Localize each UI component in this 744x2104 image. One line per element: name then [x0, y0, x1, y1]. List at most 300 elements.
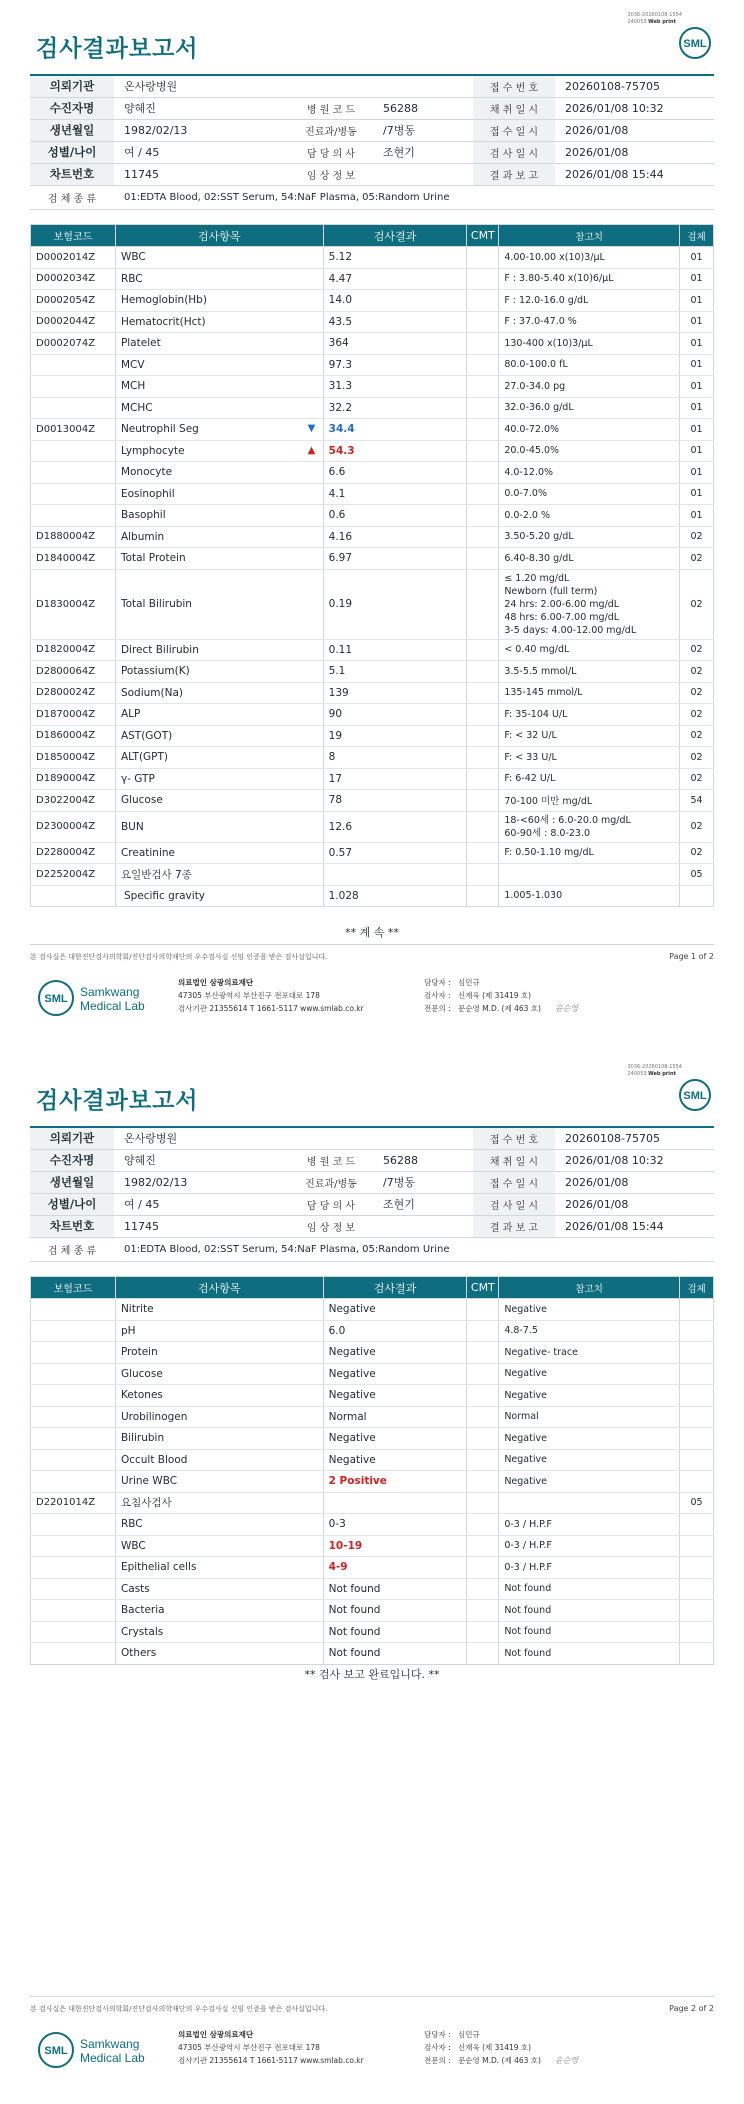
test-result: 19: [323, 725, 467, 747]
test-result: 6.6: [323, 462, 467, 484]
comment: [467, 682, 499, 704]
specimen-code: 02: [680, 639, 714, 661]
label: 검 사 일 시: [473, 141, 555, 163]
report-title: 검사결과보고서: [36, 36, 199, 62]
print-code: 3036-20260108-1554 240053 Web print: [627, 1064, 682, 1077]
specimen-code: 01: [680, 462, 714, 484]
specimen-code: 01: [680, 333, 714, 355]
test-result: Negative: [323, 1428, 467, 1450]
insurance-code: D0002044Z: [31, 311, 116, 333]
test-item: RBC: [115, 1514, 323, 1536]
comment: [467, 1557, 499, 1579]
reference-range: 4.0-12.0%: [499, 462, 680, 484]
test-item: ALP: [115, 704, 323, 726]
insurance-code: [31, 1535, 116, 1557]
reference-range: 0-3 / H.P.F: [499, 1514, 680, 1536]
label: 병 원 코 드: [289, 1149, 373, 1171]
specimen-code: 01: [680, 483, 714, 505]
footnote: 본 검사실은 대한진단검사의학회/진단검사의학재단의 우수검사실 신임 인증을 받은 검사실입니다.: [30, 2005, 328, 2013]
insurance-code: [31, 1557, 116, 1579]
reference-line: ≤ 1.20 mg/dL: [504, 572, 570, 584]
specimen-code: 01: [680, 354, 714, 376]
label: 채 취 일 시: [473, 97, 555, 119]
insurance-code: D1860004Z: [31, 725, 116, 747]
reference-range: 4.8-7.5: [499, 1320, 680, 1342]
report-page-2: [0, 1052, 744, 2104]
patient-value: 양혜진: [114, 1149, 289, 1171]
table-row: [31, 885, 714, 907]
insurance-code: [31, 440, 116, 462]
specimen-code: [680, 1578, 714, 1600]
col-header: 검사결과: [323, 1277, 467, 1299]
test-result: 4.1: [323, 483, 467, 505]
table-row: [31, 462, 714, 484]
test-item: pH: [115, 1320, 323, 1342]
test-item: ALT(GPT): [115, 747, 323, 769]
arrow-down-icon: ▼: [307, 423, 316, 435]
patient-value: 양혜진: [114, 97, 289, 119]
reference-range: F : 3.80-5.40 x(10)6/μL: [499, 268, 680, 290]
reference-range: Negative: [499, 1449, 680, 1471]
label: 의뢰기관: [30, 1127, 114, 1149]
sml-logo-icon: [678, 26, 712, 60]
col-header: 참고치: [499, 225, 680, 247]
label: 차트번호: [30, 163, 114, 185]
table-row: [31, 768, 714, 790]
insurance-code: D0002014Z: [31, 247, 116, 269]
insurance-code: D1850004Z: [31, 747, 116, 769]
table-row: [31, 747, 714, 769]
label: 검 사 일 시: [473, 1193, 555, 1215]
comment: [467, 483, 499, 505]
test-item: WBC: [115, 247, 323, 269]
insurance-code: [31, 1578, 116, 1600]
dept-value: /7병동: [373, 1171, 473, 1193]
test-result: 43.5: [323, 311, 467, 333]
org-info: 의료법인 삼광의료재단 47305 부산광역시 부산진구 전포대로 178 검사기관 21355614 T 1661-5117 www.smlab.co.kr: [178, 978, 364, 1013]
label: 담 당 의 사: [289, 141, 373, 163]
specimen-code: 01: [680, 290, 714, 312]
insurance-code: [31, 354, 116, 376]
table-row: [31, 1342, 714, 1364]
comment: [467, 548, 499, 570]
test-item: Specific gravity: [115, 885, 323, 907]
specimen-code: [680, 1428, 714, 1450]
insurance-code: [31, 1428, 116, 1450]
reference-range: 80.0-100.0 fL: [499, 354, 680, 376]
test-result: Negative: [323, 1299, 467, 1321]
comment: [467, 885, 499, 907]
reference-range: 130-400 x(10)3/μL: [499, 333, 680, 355]
page-number: Page 2 of 2: [669, 2004, 714, 2013]
comment: [467, 1471, 499, 1493]
hospital-code-value: 56288: [373, 1149, 473, 1171]
table-row: [31, 1320, 714, 1342]
table-row: [31, 268, 714, 290]
test-item: 요침사검사: [115, 1492, 323, 1514]
test-item: Monocyte: [115, 462, 323, 484]
label: 성별/나이: [30, 1193, 114, 1215]
test-item: γ- GTP: [115, 768, 323, 790]
col-header: 검체: [680, 1277, 714, 1299]
reference-range: [499, 864, 680, 886]
test-item: Ketones: [115, 1385, 323, 1407]
label: 검 체 종 류: [30, 185, 114, 209]
label: 수진자명: [30, 97, 114, 119]
comment: [467, 1600, 499, 1622]
specimen-code: 54: [680, 790, 714, 812]
test-item: Sodium(Na): [115, 682, 323, 704]
samkwang-logo-icon: [36, 2028, 166, 2072]
specimen-code: 02: [680, 682, 714, 704]
hospital-code-value: 56288: [373, 97, 473, 119]
label: 진료과/병동: [289, 119, 373, 141]
specimen-code: 02: [680, 842, 714, 864]
label: 채 취 일 시: [473, 1149, 555, 1171]
insurance-code: D0002054Z: [31, 290, 116, 312]
test-date-value: 2026/01/08: [555, 1193, 714, 1215]
insurance-code: [31, 1385, 116, 1407]
comment: [467, 526, 499, 548]
specimen-code: [680, 1449, 714, 1471]
test-result: [323, 1557, 467, 1579]
reference-range: F: 6-42 U/L: [499, 768, 680, 790]
test-item: Eosinophil: [115, 483, 323, 505]
specimen-value: 01:EDTA Blood, 02:SST Serum, 54:NaF Plasma, 05:Random Urine: [114, 1237, 714, 1261]
reference-range: Not found: [499, 1600, 680, 1622]
page-number: Page 1 of 2: [669, 952, 714, 961]
insurance-code: [31, 1643, 116, 1665]
test-item: Basophil: [115, 505, 323, 527]
specimen-code: 01: [680, 268, 714, 290]
reference-line: 18-<60세 : 6.0-20.0 mg/dL: [504, 814, 631, 826]
reference-range: F: 35-104 U/L: [499, 704, 680, 726]
test-item: MCHC: [115, 397, 323, 419]
test-result: Negative: [323, 1342, 467, 1364]
comment: [467, 1428, 499, 1450]
table-row: [31, 311, 714, 333]
report-title: 검사결과보고서: [36, 1088, 199, 1114]
test-result: Negative: [323, 1449, 467, 1471]
comment: [467, 1492, 499, 1514]
signature: 윤순영: [554, 2056, 579, 2065]
svg-text:SML: SML: [683, 1090, 707, 1102]
reference-range: 1.005-1.030: [499, 885, 680, 907]
test-item: Occult Blood: [115, 1449, 323, 1471]
test-result: 139: [323, 682, 467, 704]
comment: [467, 1385, 499, 1407]
table-row: [31, 842, 714, 864]
dept-value: /7병동: [373, 119, 473, 141]
col-header: 보험코드: [31, 1277, 116, 1299]
test-item: 요일반검사 7종: [115, 864, 323, 886]
signature: 윤순영: [554, 1004, 579, 1013]
comment: [467, 1320, 499, 1342]
comment: [467, 354, 499, 376]
test-result: [323, 864, 467, 886]
comment: [467, 247, 499, 269]
result-value: 10-19: [328, 1539, 363, 1552]
comment: [467, 1342, 499, 1364]
table-row: [31, 376, 714, 398]
table-row: [31, 397, 714, 419]
specimen-code: 02: [680, 661, 714, 683]
collect-dt-value: 2026/01/08 10:32: [555, 1149, 714, 1171]
comment: [467, 290, 499, 312]
table-row: [31, 1557, 714, 1579]
test-item: RBC: [115, 268, 323, 290]
test-result: Normal: [323, 1406, 467, 1428]
table-row: [31, 1600, 714, 1622]
specimen-code: [680, 1621, 714, 1643]
reference-line: Newborn (full term): [504, 585, 598, 597]
test-result: 32.2: [323, 397, 467, 419]
reference-range: 0-3 / H.P.F: [499, 1557, 680, 1579]
table-row: [31, 1492, 714, 1514]
staff-info: 담당자 : 심민규 검사자 : 신재욱 (제 31419 호) 전문의 : 문순영 M.D. (제 463 호) 윤순영: [424, 978, 579, 1013]
test-item: Direct Bilirubin: [115, 639, 323, 661]
comment: [467, 768, 499, 790]
comment: [467, 1578, 499, 1600]
reference-range: 40.0-72.0%: [499, 419, 680, 441]
label: 결 과 보 고: [473, 163, 555, 185]
label: 성별/나이: [30, 141, 114, 163]
reference-range: Negative: [499, 1299, 680, 1321]
specimen-code: [680, 1342, 714, 1364]
label: 진료과/병동: [289, 1171, 373, 1193]
label: 임 상 정 보: [289, 163, 373, 185]
test-item: Hemoglobin(Hb): [115, 290, 323, 312]
continue-note: ** 계 속 **: [345, 926, 399, 939]
receipt-no-value: 20260108-75705: [555, 75, 714, 97]
specimen-code: 01: [680, 397, 714, 419]
insurance-code: D1820004Z: [31, 639, 116, 661]
reference-line: 24 hrs: 2.00-6.00 mg/dL: [504, 598, 620, 610]
table-row: [31, 419, 714, 441]
test-result: 0.11: [323, 639, 467, 661]
sml-logo-icon: [678, 1078, 712, 1112]
insurance-code: D1830004Z: [31, 569, 116, 639]
specimen-code: 01: [680, 505, 714, 527]
table-row: [31, 1514, 714, 1536]
reference-range: F : 12.0-16.0 g/dL: [499, 290, 680, 312]
table-row: [31, 569, 714, 639]
sex-age-value: 여 / 45: [114, 1193, 289, 1215]
doctor-value: 조현기: [373, 1193, 473, 1215]
comment: [467, 747, 499, 769]
hospital-value: 온사랑병원: [114, 75, 473, 97]
result-value: 54.3: [328, 444, 355, 457]
reference-range: 6.40-8.30 g/dL: [499, 548, 680, 570]
specimen-code: 02: [680, 526, 714, 548]
test-result: 97.3: [323, 354, 467, 376]
test-item: MCH: [115, 376, 323, 398]
comment: [467, 419, 499, 441]
reference-range: Negative: [499, 1471, 680, 1493]
test-result: [307, 440, 467, 462]
test-item: Platelet: [115, 333, 323, 355]
test-result: 17: [323, 768, 467, 790]
reference-range: 135-145 mmol/L: [499, 682, 680, 704]
specimen-code: 01: [680, 440, 714, 462]
reference-range: 70-100 미만 mg/dL: [499, 790, 680, 812]
label: 생년월일: [30, 119, 114, 141]
test-result: Not found: [323, 1643, 467, 1665]
test-item: Nitrite: [115, 1299, 323, 1321]
insurance-code: [31, 505, 116, 527]
insurance-code: D1880004Z: [31, 526, 116, 548]
comment: [467, 864, 499, 886]
test-result: 6.97: [323, 548, 467, 570]
specimen-code: [680, 1535, 714, 1557]
test-item: Bacteria: [115, 1600, 323, 1622]
test-item: Total Protein: [115, 548, 323, 570]
insurance-code: [31, 462, 116, 484]
insurance-code: D2280004Z: [31, 842, 116, 864]
label: 결 과 보 고: [473, 1215, 555, 1237]
reference-range: Negative: [499, 1385, 680, 1407]
svg-text:SML: SML: [44, 993, 68, 1005]
samkwang-logo-icon: [36, 976, 166, 1020]
table-row: [31, 1471, 714, 1493]
insurance-code: [31, 483, 116, 505]
test-result: 4.47: [323, 268, 467, 290]
reference-range: F: 0.50-1.10 mg/dL: [499, 842, 680, 864]
specimen-code: 02: [680, 569, 714, 639]
reference-range: 3.5-5.5 mmol/L: [499, 661, 680, 683]
label: 접 수 일 시: [473, 1171, 555, 1193]
insurance-code: [31, 1342, 116, 1364]
test-result: Not found: [323, 1578, 467, 1600]
test-item: Others: [115, 1643, 323, 1665]
specimen-code: 02: [680, 725, 714, 747]
insurance-code: [31, 1471, 116, 1493]
table-row: [31, 1449, 714, 1471]
table-row: [31, 1621, 714, 1643]
reference-line: 60-90세 : 8.0-23.0: [504, 827, 591, 839]
table-row: [31, 333, 714, 355]
reference-range: 27.0-34.0 pg: [499, 376, 680, 398]
svg-text:Samkwang: Samkwang: [80, 2037, 140, 2051]
comment: [467, 1643, 499, 1665]
specimen-code: [680, 1471, 714, 1493]
label: 접 수 번 호: [473, 1127, 555, 1149]
doctor-value: 조현기: [373, 141, 473, 163]
test-result: 90: [323, 704, 467, 726]
test-item: Total Bilirubin: [115, 569, 323, 639]
test-item: Urobilinogen: [115, 1406, 323, 1428]
test-item: Crystals: [115, 1621, 323, 1643]
report-dt-value: 2026/01/08 15:44: [555, 163, 714, 185]
table-row: [31, 790, 714, 812]
specimen-code: 01: [680, 419, 714, 441]
specimen-code: 01: [680, 247, 714, 269]
results-table-page-2: [30, 1276, 714, 1665]
insurance-code: D2252004Z: [31, 864, 116, 886]
comment: [467, 440, 499, 462]
label: 접 수 일 시: [473, 119, 555, 141]
table-row: [31, 1535, 714, 1557]
table-row: [31, 290, 714, 312]
comment: [467, 268, 499, 290]
comment: [467, 311, 499, 333]
test-result: 0.6: [323, 505, 467, 527]
test-result: 1.028: [323, 885, 467, 907]
test-item: Protein: [115, 1342, 323, 1364]
comment: [467, 639, 499, 661]
col-header: 보험코드: [31, 225, 116, 247]
reference-range: F : 37.0-47.0 %: [499, 311, 680, 333]
table-row: [31, 483, 714, 505]
staff-info: 담당자 : 심민규 검사자 : 신재욱 (제 31419 호) 전문의 : 문순영 M.D. (제 463 호) 윤순영: [424, 2030, 579, 2065]
end-note: ** 검사 보고 완료입니다. **: [304, 1668, 440, 1681]
test-result: 0.19: [323, 569, 467, 639]
specimen-code: 02: [680, 704, 714, 726]
collect-dt-value: 2026/01/08 10:32: [555, 97, 714, 119]
insurance-code: D0002034Z: [31, 268, 116, 290]
specimen-code: 02: [680, 811, 714, 842]
comment: [467, 1299, 499, 1321]
hospital-value: 온사랑병원: [114, 1127, 473, 1149]
table-row: [31, 639, 714, 661]
comment: [467, 505, 499, 527]
comment: [467, 1621, 499, 1643]
table-row: [31, 1385, 714, 1407]
result-value: 4-9: [328, 1561, 348, 1574]
svg-text:SML: SML: [44, 2045, 68, 2057]
test-result: [323, 1535, 467, 1557]
specimen-code: 02: [680, 548, 714, 570]
reference-range: 32.0-36.0 g/dL: [499, 397, 680, 419]
specimen-code: [680, 1385, 714, 1407]
comment: [467, 1449, 499, 1471]
comment: [467, 569, 499, 639]
table-row: [31, 725, 714, 747]
test-result: [307, 419, 467, 441]
test-result: 31.3: [323, 376, 467, 398]
test-item: Albumin: [115, 526, 323, 548]
test-result: 0.57: [323, 842, 467, 864]
label: 수진자명: [30, 1149, 114, 1171]
test-item: Creatinine: [115, 842, 323, 864]
reference-range: 3.50-5.20 g/dL: [499, 526, 680, 548]
label: 의뢰기관: [30, 75, 114, 97]
clinical-value: [373, 1215, 473, 1237]
col-header: CMT: [467, 225, 499, 247]
insurance-code: D1840004Z: [31, 548, 116, 570]
table-row: [31, 1643, 714, 1665]
test-result: 6.0: [323, 1320, 467, 1342]
insurance-code: D0013004Z: [31, 419, 116, 441]
test-result: 8: [323, 747, 467, 769]
chart-no-value: 11745: [114, 163, 289, 185]
specimen-code: [680, 1557, 714, 1579]
test-item: Hematocrit(Hct): [115, 311, 323, 333]
test-result: 5.1: [323, 661, 467, 683]
reference-range: 20.0-45.0%: [499, 440, 680, 462]
insurance-code: D0002074Z: [31, 333, 116, 355]
insurance-code: [31, 1449, 116, 1471]
insurance-code: [31, 397, 116, 419]
test-result: Negative: [323, 1385, 467, 1407]
table-row: [31, 661, 714, 683]
reference-range: 4.00-10.00 x(10)3/μL: [499, 247, 680, 269]
specimen-code: [680, 1363, 714, 1385]
table-row: [31, 505, 714, 527]
footnote: 본 검사실은 대한진단검사의학회/진단검사의학재단의 우수검사실 신임 인증을 받은 검사실입니다.: [30, 953, 328, 961]
print-code: 3036-20260108-1554 240053 Web print: [627, 12, 682, 25]
label: 검 체 종 류: [30, 1237, 114, 1261]
